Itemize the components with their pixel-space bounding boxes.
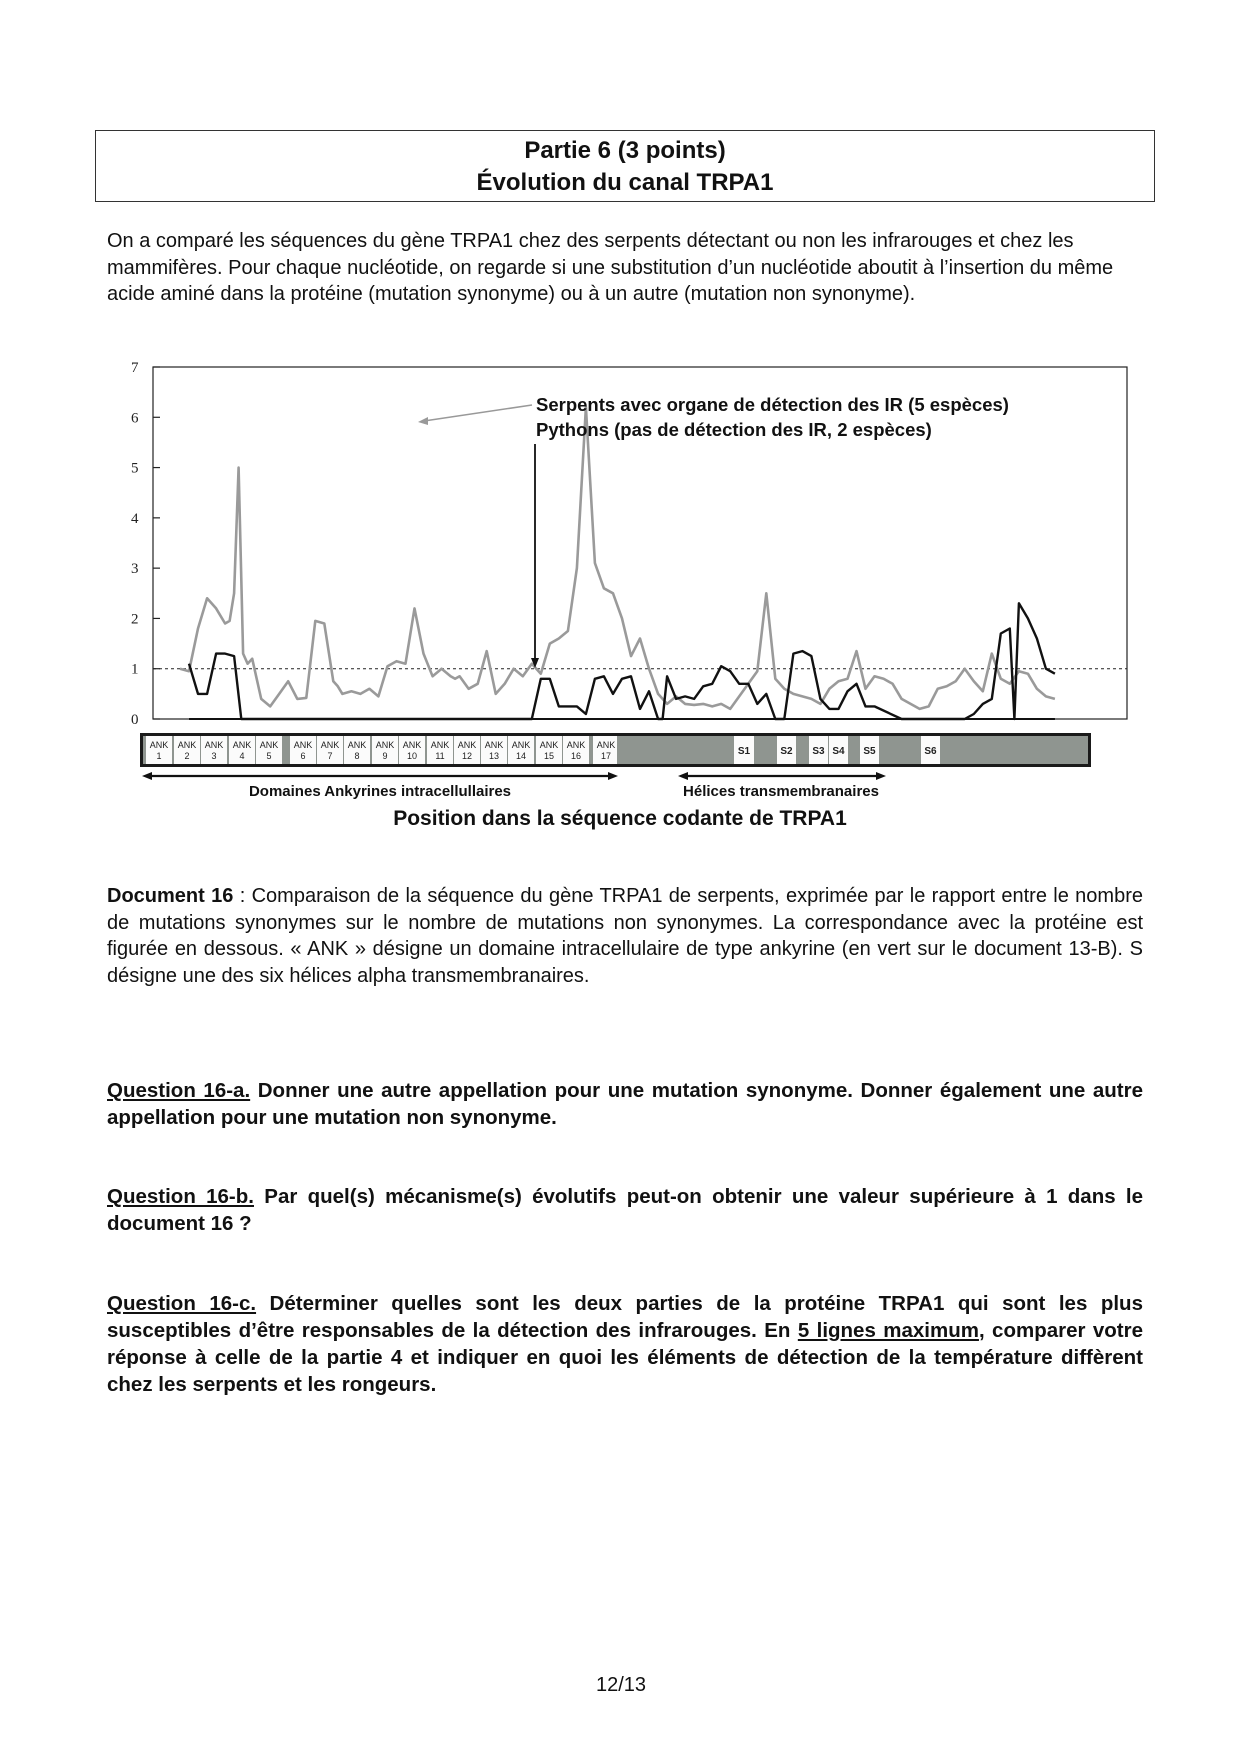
ankyrin-label: ANK (259, 740, 279, 750)
series-ir-snakes-line (180, 407, 1055, 709)
y-tick-label: 3 (131, 561, 139, 578)
chart-svg (100, 360, 1140, 840)
document-text: : Comparaison de la séquence du gène TRPA1 de serpents, exprimée par le rapport entre le nombre de mutations synonymes sur le nombre de mutations non synonymes. La correspondance avec la protéine est figurée en dessous. « ANK » désigne un domaine intracellulaire de type ankyrine (en vert sur le document 13-B). S désigne une des six hélices alpha transmembranaires. (107, 885, 1143, 987)
ankyrin-label: ANK (566, 740, 586, 750)
ankyrin-label: ANK (539, 740, 559, 750)
ankyrin-number: 2 (184, 751, 190, 761)
ankyrin-arrowhead-left (142, 772, 152, 780)
ankyrin-label: ANK (293, 740, 313, 750)
ankyrin-number: 3 (211, 751, 217, 761)
question-16b (107, 1183, 1143, 1237)
ankyrin-range-label: Domaines Ankyrines intracellullaires (248, 783, 512, 800)
ankyrin-number: 8 (354, 751, 360, 761)
ankyrin-number: 16 (570, 751, 582, 761)
helix-label: S4 (832, 746, 845, 757)
helix-label: S6 (924, 746, 937, 757)
ankyrin-label: ANK (511, 740, 531, 750)
ankyrin-label: ANK (596, 740, 616, 750)
helices-range-label: Hélices transmembranaires (683, 783, 879, 800)
ankyrin-number: 4 (239, 751, 245, 761)
ankyrin-label: ANK (457, 740, 477, 750)
document-caption (107, 883, 1143, 989)
ankyrin-label: ANK (375, 740, 395, 750)
question-text: Donner une autre appellation pour une mutation synonyme. Donner également une autre appellation pour une mutation non synonyme. (107, 1079, 1144, 1129)
question-label: Question 16-a. (107, 1079, 251, 1102)
ankyrin-label: ANK (204, 740, 224, 750)
document-16-chart (100, 360, 1140, 840)
question-label: Question 16-c. (107, 1292, 257, 1315)
helix-label: S2 (780, 746, 793, 757)
helix-label: S1 (737, 746, 751, 757)
ankyrin-label: ANK (232, 740, 252, 750)
ankyrin-number: 5 (266, 751, 272, 761)
y-tick-label: 4 (131, 510, 139, 527)
question-label: Question 16-b. (107, 1185, 254, 1208)
question-16c (107, 1290, 1143, 1398)
helix-label: S5 (863, 746, 876, 757)
ankyrin-label: ANK (402, 740, 422, 750)
question-text: Déterminer quelles sont les deux parties de la protéine TRPA1 qui sont les plus susceptibles d’être responsables de la détection des infrarouges. En (107, 1292, 1143, 1342)
ankyrin-label: ANK (177, 740, 197, 750)
question-text: Par quel(s) mécanisme(s) évolutifs peut-on obtenir une valeur supérieure à 1 dans le document 16 ? (107, 1185, 1143, 1235)
x-axis-label: Position dans la séquence codante de TRPA1 (393, 807, 847, 830)
ankyrin-arrowhead-right (608, 772, 618, 780)
ankyrin-number: 7 (327, 751, 333, 761)
y-tick-label: 5 (131, 460, 139, 477)
helices-arrowhead-left (678, 772, 688, 780)
helix-label: S3 (812, 746, 825, 757)
document-label: Document 16 (107, 885, 234, 907)
ankyrin-number: 12 (461, 751, 473, 761)
ankyrin-number: 17 (600, 751, 612, 761)
y-tick-label: 1 (131, 661, 139, 678)
ankyrin-number: 9 (382, 751, 388, 761)
ankyrin-label: ANK (484, 740, 504, 750)
legend-ir-snakes: Serpents avec organe de détection des IR (5 espèces) (536, 394, 1009, 415)
legend-pythons: Pythons (pas de détection des IR, 2 espèces) (536, 419, 932, 440)
section-title: Partie 6 (3 points) (524, 137, 726, 164)
ankyrin-number: 6 (300, 751, 306, 761)
question-16a (107, 1077, 1143, 1131)
series-group (180, 407, 1055, 719)
y-tick-label: 6 (131, 410, 139, 427)
ankyrin-number: 13 (488, 751, 500, 761)
y-tick-label: 7 (131, 360, 139, 376)
ankyrin-label: ANK (347, 740, 367, 750)
ankyrin-number: 11 (435, 751, 445, 761)
y-axis (131, 360, 160, 728)
page-number: 12/13 (595, 1674, 647, 1696)
y-tick-label: 2 (131, 611, 139, 628)
protein-domains (146, 736, 940, 764)
legend-ir-arrowhead (418, 417, 428, 425)
ankyrin-number: 14 (515, 751, 527, 761)
ankyrin-label: ANK (430, 740, 450, 750)
ankyrin-number: 10 (406, 751, 418, 761)
ankyrin-label: ANK (320, 740, 340, 750)
ankyrin-label: ANK (149, 740, 169, 750)
section-title-box (95, 130, 1155, 202)
question-text-end: , comparer votre réponse à celle de la partie 4 et indiquer en quoi les éléments de détection de la température diffèrent chez les serpents et les rongeurs. (107, 1319, 1143, 1396)
question-emphasis: 5 lignes maximum (797, 1319, 979, 1342)
section-subtitle: Évolution du canal TRPA1 (476, 169, 774, 196)
legend-ir-arrow (424, 405, 532, 421)
y-tick-label: 0 (131, 712, 139, 728)
helices-arrowhead-right (876, 772, 886, 780)
intro-paragraph: On a comparé les séquences du gène TRPA1 chez des serpents détectant ou non les infrarouges et chez les mammifères. Pour chaque nucléotide, on regarde si une substitution d’un nucléotide aboutit à l’insertion du même acide aminé dans la protéine (mutation synonyme) ou à un autre (mutation non synonyme). (107, 230, 1114, 305)
ankyrin-number: 15 (543, 751, 555, 761)
ankyrin-number: 1 (156, 751, 162, 761)
